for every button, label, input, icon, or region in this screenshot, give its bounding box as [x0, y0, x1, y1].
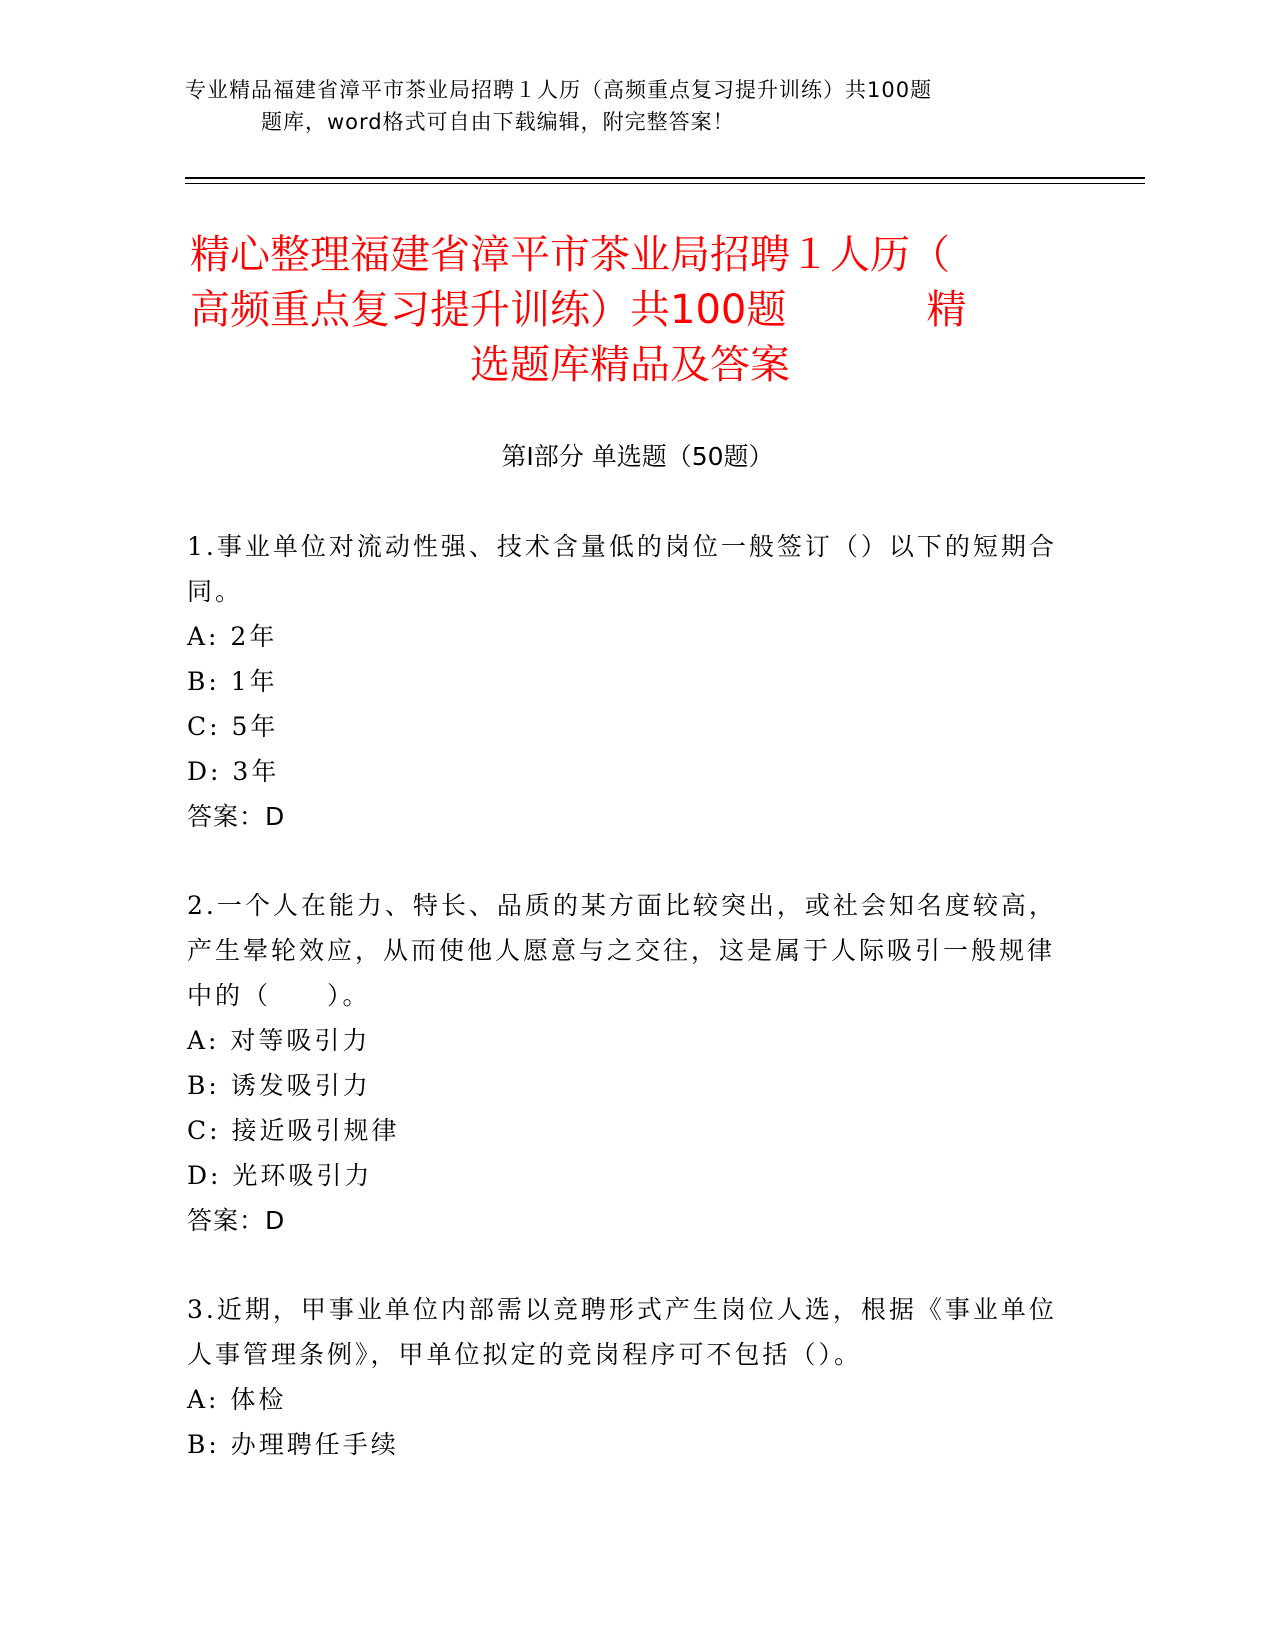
- header-line-1: 专业精品福建省漳平市茶业局招聘１人历（高频重点复习提升训练）共100题: [185, 78, 933, 102]
- title-line-3: 选题库精品及答案: [470, 342, 790, 388]
- answer-line: 答案：D: [187, 802, 286, 831]
- option-c: C: 5年: [187, 712, 279, 741]
- question-stem: 2.一个人在能力、特长、品质的某方面比较突出，或社会知名度较高，产生晕轮效应，从而使他人愿意与之交往，这是属于人际吸引一般规律中的（ ）。: [187, 891, 1057, 1010]
- option-b: B: 诱发吸引力: [187, 1071, 371, 1100]
- title-line-2: [190, 283, 1070, 338]
- option-a: A: 体检: [187, 1385, 287, 1414]
- option-d: D: 3年: [187, 757, 280, 786]
- option-a: A: 2年: [187, 622, 278, 651]
- document-title: [190, 228, 1070, 393]
- title-line-2-tail: 精: [926, 287, 967, 333]
- header-line-2: 题库，word格式可自由下载编辑，附完整答案！: [261, 110, 735, 134]
- question-1: [187, 524, 1057, 839]
- document-header: [185, 74, 1055, 138]
- question-3: [187, 1287, 1057, 1467]
- question-2: [187, 883, 1057, 1243]
- option-a: A: 对等吸引力: [187, 1026, 371, 1055]
- question-stem: 3.近期，甲事业单位内部需以竞聘形式产生岗位人选，根据《事业单位人事管理条例》，甲单位拟定的竞岗程序可不包括（）。: [187, 1295, 1057, 1369]
- section-heading: 第Ⅰ部分 单选题（50题）: [501, 442, 774, 471]
- header-divider-thin: [185, 183, 1145, 184]
- title-line-2-text: 高频重点复习提升训练）共100题: [190, 287, 787, 333]
- header-divider-thick: [185, 177, 1145, 179]
- option-c: C: 接近吸引规律: [187, 1116, 400, 1145]
- option-b: B: 1年: [187, 667, 278, 696]
- answer-line: 答案：D: [187, 1206, 286, 1235]
- option-d: D: 光环吸引力: [187, 1161, 373, 1190]
- question-list: [187, 524, 1057, 1511]
- option-b: B: 办理聘任手续: [187, 1430, 399, 1459]
- title-line-1: 精心整理福建省漳平市茶业局招聘１人历（: [190, 232, 950, 278]
- question-stem: 1.事业单位对流动性强、技术含量低的岗位一般签订（）以下的短期合同。: [187, 532, 1057, 606]
